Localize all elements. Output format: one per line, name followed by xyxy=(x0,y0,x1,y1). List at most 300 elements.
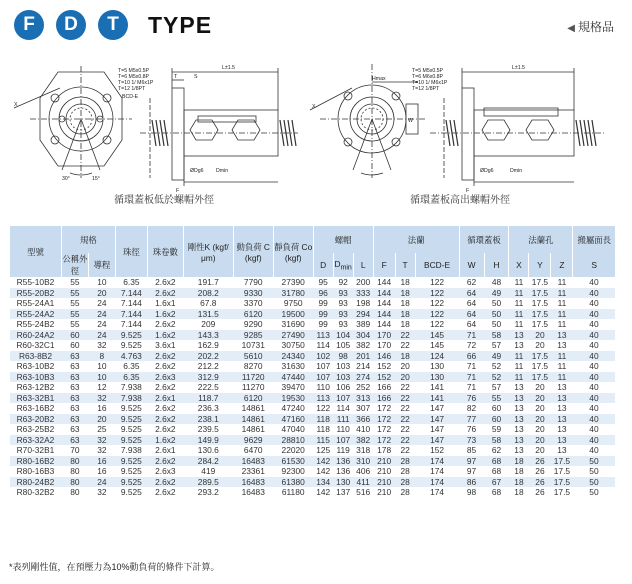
table-cell: 110 xyxy=(336,424,350,434)
technical-diagram xyxy=(0,58,632,208)
right-hmax-label: Hmax xyxy=(372,76,386,82)
table-cell: 209 xyxy=(201,319,216,329)
table-cell: 68 xyxy=(491,487,502,497)
table-cell: 72 xyxy=(466,340,477,350)
table-cell: 22 xyxy=(395,330,415,341)
header-l: L xyxy=(353,253,373,277)
table-cell: 2.6x2 xyxy=(147,414,183,425)
table-cell: 61530 xyxy=(273,456,313,467)
table-cell: 16483 xyxy=(233,456,273,467)
table-cell: 143.3 xyxy=(183,330,233,341)
table-cell: 47440 xyxy=(273,372,313,383)
right-length-label: L±1.5 xyxy=(512,65,525,71)
table-row xyxy=(10,466,616,477)
table-cell: 17.5 xyxy=(531,277,549,287)
table-cell: 50 xyxy=(491,298,502,308)
table-cell: 67.8 xyxy=(200,298,217,308)
table-cell: 47240 xyxy=(281,403,305,413)
table-cell: 110 xyxy=(316,382,330,392)
table-cell: 61380 xyxy=(273,477,313,488)
table-cell: 60 xyxy=(484,414,509,425)
table-cell: 99 xyxy=(318,319,328,329)
table-cell: 125 xyxy=(316,445,331,455)
table-cell: 6120 xyxy=(233,393,273,404)
table-cell: 313 xyxy=(353,393,373,404)
table-cell: R55-20B2 xyxy=(10,288,62,299)
table-cell: 22 xyxy=(400,424,410,434)
table-cell: 32 xyxy=(97,487,107,497)
table-cell: 274 xyxy=(353,372,373,383)
right-dg6-label: ØDg6 xyxy=(480,168,494,174)
right-x-label: X xyxy=(312,104,316,110)
table-cell: 10731 xyxy=(241,340,265,350)
left-dmin-label: Dmin xyxy=(216,168,229,174)
header-z: Z xyxy=(551,253,573,277)
table-cell: 174 xyxy=(415,477,459,488)
table-cell: 18 xyxy=(395,351,415,362)
table-cell: 113 xyxy=(313,330,333,341)
table-cell: 26 xyxy=(535,487,545,497)
table-cell: 9.525 xyxy=(115,330,147,341)
table-cell: 13 xyxy=(509,330,529,341)
footnote: *表列剛性值，在預壓力為10%動負荷的條件下計算。 xyxy=(9,562,220,572)
table-cell: R63-12B2 xyxy=(16,382,55,392)
table-cell: 13 xyxy=(509,435,529,446)
table-cell: 40 xyxy=(573,288,615,299)
table-row xyxy=(10,309,616,320)
table-cell: 103 xyxy=(333,372,353,383)
table-cell: 118.7 xyxy=(183,393,233,404)
table-cell: 198 xyxy=(356,298,371,308)
header-nut: 螺帽 xyxy=(313,226,373,253)
table-cell: 142 xyxy=(316,487,331,497)
table-cell: 333 xyxy=(353,288,373,299)
table-cell: 99 xyxy=(313,309,333,320)
table-cell: 67 xyxy=(484,477,509,488)
table-cell: 55 xyxy=(61,288,88,299)
table-cell: 40 xyxy=(573,435,615,446)
table-row xyxy=(10,393,616,404)
table-cell: 9.525 xyxy=(120,403,142,413)
header-x: X xyxy=(509,253,529,277)
table-cell: 107 xyxy=(333,435,353,446)
table-cell: 82 xyxy=(466,403,477,413)
table-cell: 137 xyxy=(336,487,351,497)
table-cell: 20 xyxy=(535,424,545,434)
table-cell: 22 xyxy=(395,393,415,404)
table-cell: 95 xyxy=(318,277,328,287)
table-cell: 174 xyxy=(415,456,459,467)
table-row xyxy=(10,403,616,414)
table-cell: 304 xyxy=(353,330,373,341)
table-cell: 64 xyxy=(459,288,484,299)
table-cell: 71 xyxy=(459,372,484,383)
header-h: H xyxy=(484,253,509,277)
table-cell: 11270 xyxy=(241,382,265,392)
table-cell: 24 xyxy=(88,477,115,488)
table-cell: 26 xyxy=(535,466,545,476)
table-cell: 18 xyxy=(395,288,415,299)
table-cell: 80 xyxy=(61,477,88,488)
table-cell: 26 xyxy=(529,477,551,488)
table-cell: 6.35 xyxy=(115,372,147,383)
table-cell: 20 xyxy=(535,403,545,413)
table-cell: 106 xyxy=(336,382,351,392)
table-cell: R70-32B1 xyxy=(16,445,55,455)
table-cell: 208.2 xyxy=(183,288,233,299)
table-cell: 62 xyxy=(466,277,477,287)
table-cell: 18 xyxy=(514,487,524,497)
left-ang15-label: 15° xyxy=(92,176,100,182)
table-cell: 40 xyxy=(589,445,599,455)
table-row xyxy=(10,277,616,288)
table-cell: 9285 xyxy=(233,330,273,341)
table-cell: 6470 xyxy=(243,445,263,455)
table-cell: 6120 xyxy=(233,309,273,320)
table-cell: 40 xyxy=(589,340,599,350)
table-cell: 119 xyxy=(336,445,350,455)
table-cell: 122 xyxy=(430,298,445,308)
table-row xyxy=(10,435,616,446)
table-cell: 284.2 xyxy=(183,456,233,467)
table-cell: 142 xyxy=(313,456,333,467)
table-row xyxy=(10,445,616,456)
table-cell: 122 xyxy=(430,277,445,287)
table-cell: 93 xyxy=(338,298,348,308)
header-t: T xyxy=(395,253,415,277)
table-cell: 28 xyxy=(400,487,410,497)
table-cell: 172 xyxy=(377,424,392,434)
table-cell: 57 xyxy=(491,382,502,392)
table-cell: 40 xyxy=(573,330,615,341)
table-cell: 40 xyxy=(573,414,615,425)
table-cell: 14861 xyxy=(241,403,265,413)
table-cell: 136 xyxy=(336,466,351,476)
table-cell: R80-16B3 xyxy=(16,466,55,476)
table-cell: 8 xyxy=(88,351,115,362)
header-dmin xyxy=(333,253,353,277)
table-cell: 18 xyxy=(400,277,410,287)
table-cell: 144 xyxy=(373,288,395,299)
table-row xyxy=(10,487,616,498)
table-cell: 9.525 xyxy=(120,340,142,350)
table-cell: 20 xyxy=(529,330,551,341)
table-cell: R55-24A1 xyxy=(16,298,55,308)
table-cell: 104 xyxy=(333,330,353,341)
table-cell: 122 xyxy=(415,309,459,320)
table-cell: 49 xyxy=(484,351,509,362)
table-cell: 64 xyxy=(466,319,477,329)
table-cell: 13 xyxy=(557,382,567,392)
table-cell: 136 xyxy=(333,456,353,467)
table-cell: R60-32C1 xyxy=(16,340,55,350)
left-dg6-label: ØDg6 xyxy=(190,168,204,174)
table-cell: 17.5 xyxy=(531,319,549,329)
table-cell: 98 xyxy=(466,487,477,497)
table-cell: 96 xyxy=(313,288,333,299)
table-cell: 61180 xyxy=(281,487,305,497)
table-cell: 131.5 xyxy=(183,309,233,320)
table-cell: 172 xyxy=(373,435,395,446)
table-row xyxy=(10,414,616,425)
table-cell: 1.6x2 xyxy=(147,330,183,341)
table-cell: 47160 xyxy=(273,414,313,425)
left-note-0: T=5 M5x0.5P xyxy=(118,68,149,74)
table-cell: R63-32B1 xyxy=(10,393,62,404)
table-cell: 130 xyxy=(333,477,353,488)
table-row xyxy=(10,361,616,372)
table-cell: 11 xyxy=(509,288,529,299)
left-length-label: L±1.5 xyxy=(222,65,235,71)
table-cell: 9330 xyxy=(233,288,273,299)
table-cell: 2.6x3 xyxy=(155,466,176,476)
table-cell: 18 xyxy=(514,466,524,476)
table-cell: 7.144 xyxy=(120,298,142,308)
table-cell: R80-32B2 xyxy=(16,487,55,497)
table-cell: 9750 xyxy=(283,298,303,308)
table-cell: 59 xyxy=(491,424,502,434)
table-cell: 13 xyxy=(557,340,567,350)
badge-f: F xyxy=(14,10,44,40)
table-cell: 18 xyxy=(395,309,415,320)
table-cell: 80 xyxy=(70,487,80,497)
table-cell: 20 xyxy=(535,340,545,350)
header-static-load: 靜負荷 Co (kgf) xyxy=(273,226,313,277)
table-cell: 172 xyxy=(373,414,395,425)
table-cell: 202.2 xyxy=(183,351,233,362)
table-cell: 11 xyxy=(509,309,529,320)
table-cell: 9.525 xyxy=(115,435,147,446)
right-dmin-label: Dmin xyxy=(510,168,523,174)
table-cell: 3.6x1 xyxy=(155,340,176,350)
table-cell: 11 xyxy=(557,298,567,308)
left-x-label: X xyxy=(14,102,18,108)
table-cell: 40 xyxy=(573,309,615,320)
left-s-label: S xyxy=(194,74,198,80)
table-cell: 62 xyxy=(491,445,502,455)
table-row xyxy=(10,424,616,435)
table-cell: 166 xyxy=(373,393,395,404)
header-d: D xyxy=(313,253,333,277)
table-cell: 2.6x1 xyxy=(147,393,183,404)
table-cell: 28 xyxy=(395,456,415,467)
table-cell: 20 xyxy=(529,414,551,425)
right-note-3: T=12 1/8PT xyxy=(412,86,440,92)
table-cell: 11 xyxy=(509,372,529,383)
table-cell: 31690 xyxy=(281,319,305,329)
table-cell: 11 xyxy=(551,288,573,299)
table-cell: 97 xyxy=(466,466,477,476)
left-ang30-label: 30° xyxy=(62,176,70,182)
table-cell: 7.144 xyxy=(120,319,142,329)
table-row xyxy=(10,382,616,393)
table-cell: 310 xyxy=(353,456,373,467)
table-cell: 6.35 xyxy=(123,361,140,371)
table-cell: 24 xyxy=(97,319,107,329)
table-cell: 113 xyxy=(313,393,333,404)
table-row xyxy=(10,351,616,362)
table-cell: 16 xyxy=(97,403,107,413)
table-cell: 40 xyxy=(589,298,599,308)
table-cell: 93 xyxy=(338,319,348,329)
right-note-1: T=6 M6x0.8P xyxy=(412,74,443,80)
table-cell: 9.525 xyxy=(120,424,142,434)
caption-right: 循環蓋板高出螺帽外徑 xyxy=(410,195,510,206)
header-flange: 法蘭 xyxy=(373,226,459,253)
table-cell: 58 xyxy=(484,330,509,341)
left-end-view xyxy=(14,66,132,178)
table-cell: 20 xyxy=(88,288,115,299)
table-cell: 40 xyxy=(589,424,599,434)
table-cell: 11720 xyxy=(233,372,273,383)
table-cell: 20 xyxy=(535,445,545,455)
table-cell: 99 xyxy=(318,298,328,308)
table-cell: 31630 xyxy=(281,361,305,371)
header-nominal-od: 公稱外徑 xyxy=(62,254,88,276)
table-cell: 63 xyxy=(61,372,88,383)
table-cell: 11 xyxy=(551,372,573,383)
table-cell: 411 xyxy=(353,477,373,488)
header-dyn-load: 動負荷 C (kgf) xyxy=(233,226,273,277)
table-cell: 52 xyxy=(484,372,509,383)
table-cell: 22 xyxy=(395,414,415,425)
header-spec: 規格 xyxy=(61,226,115,253)
header-circuits: 珠卷數 xyxy=(147,226,183,277)
table-cell: 22 xyxy=(400,340,410,350)
table-cell: 142 xyxy=(316,466,331,476)
table-cell: 2.6x2 xyxy=(155,382,176,392)
table-cell: 13 xyxy=(514,382,524,392)
table-cell: 32 xyxy=(97,340,107,350)
table-cell: 31780 xyxy=(273,288,313,299)
table-cell: 147 xyxy=(415,435,459,446)
table-cell: 11 xyxy=(514,361,524,371)
table-cell: 11 xyxy=(551,309,573,320)
table-cell: 9.525 xyxy=(120,466,142,476)
table-cell: 252 xyxy=(356,382,371,392)
table-cell: 289.5 xyxy=(183,477,233,488)
table-cell: R55-24A2 xyxy=(10,309,62,320)
table-row xyxy=(10,340,616,351)
table-cell: 19530 xyxy=(273,393,313,404)
table-cell: 382 xyxy=(353,435,373,446)
table-cell: 52 xyxy=(491,361,502,371)
table-cell: 32 xyxy=(97,445,107,455)
table-cell: 28810 xyxy=(273,435,313,446)
left-note-2: T=10 1/ M6x1P xyxy=(118,80,154,86)
table-row xyxy=(10,330,616,341)
table-cell: 9629 xyxy=(233,435,273,446)
header-model: 型號 xyxy=(10,226,62,277)
table-cell: 11 xyxy=(557,277,567,287)
table-cell: 406 xyxy=(356,466,371,476)
table-cell: 60 xyxy=(61,330,88,341)
table-cell: 22 xyxy=(400,445,410,455)
table-cell: 2.6x2 xyxy=(147,288,183,299)
table-cell: 50 xyxy=(589,466,599,476)
table-cell: 107 xyxy=(313,372,333,383)
table-cell: 11 xyxy=(514,298,524,308)
table-cell: 238.1 xyxy=(183,414,233,425)
right-note-2: T=10 1/ M6x1P xyxy=(412,80,448,86)
table-cell: 17.5 xyxy=(531,361,549,371)
caption-left: 循環蓋板低於螺帽外徑 xyxy=(114,195,214,206)
table-cell: 12 xyxy=(97,382,107,392)
table-row xyxy=(10,319,616,330)
table-cell: 2.6x2 xyxy=(155,277,176,287)
table-cell: 144 xyxy=(377,319,392,329)
table-cell: 147 xyxy=(430,403,445,413)
table-cell: 50 xyxy=(484,309,509,320)
table-cell: R80-16B2 xyxy=(10,456,62,467)
table-cell: 147 xyxy=(430,424,445,434)
table-cell: 2.6x2 xyxy=(155,487,176,497)
table-cell: 13 xyxy=(557,424,567,434)
table-cell: 66 xyxy=(459,351,484,362)
right-note-0: T=5 M5x0.5P xyxy=(412,68,443,74)
table-cell: 1.6x2 xyxy=(147,435,183,446)
table-cell: 92300 xyxy=(281,466,305,476)
table-cell: 210 xyxy=(377,487,392,497)
table-cell: 57 xyxy=(491,340,502,350)
table-cell: 389 xyxy=(356,319,371,329)
table-cell: 111 xyxy=(333,414,353,425)
table-cell: 63 xyxy=(61,393,88,404)
table-cell: 17.5 xyxy=(551,477,573,488)
table-cell: 63 xyxy=(61,414,88,425)
table-cell: 236.3 xyxy=(197,403,219,413)
table-cell: 124 xyxy=(415,351,459,362)
header-lead: 導程 xyxy=(88,253,115,277)
table-cell: 152 xyxy=(373,372,395,383)
table-cell: 40 xyxy=(589,403,599,413)
header-flange-hole: 法蘭孔 xyxy=(509,226,573,253)
table-cell: 7.144 xyxy=(115,288,147,299)
table-cell: 50 xyxy=(491,319,502,329)
table-cell: 22020 xyxy=(281,445,305,455)
table-cell: 23361 xyxy=(241,466,265,476)
table-cell: 149.9 xyxy=(183,435,233,446)
table-cell: 11 xyxy=(551,351,573,362)
table-cell: 55 xyxy=(70,298,80,308)
table-cell: 130.6 xyxy=(197,445,219,455)
table-cell: 2.6x2 xyxy=(147,477,183,488)
spec-link[interactable] xyxy=(567,18,614,35)
table-cell: 8270 xyxy=(243,361,263,371)
table-cell: 144 xyxy=(377,298,392,308)
table-cell: 40 xyxy=(589,361,599,371)
page-header xyxy=(0,0,632,60)
badge-t: T xyxy=(98,10,128,40)
table-cell: 152 xyxy=(430,445,445,455)
header-dmin-main: D xyxy=(334,258,341,269)
triangle-left-icon: ◀ xyxy=(567,23,575,34)
table-cell: 20 xyxy=(395,372,415,383)
table-cell: 32 xyxy=(88,435,115,446)
table-cell: 2.6x2 xyxy=(147,351,183,362)
left-note-3: T=12 1/8PT xyxy=(118,86,146,92)
table-row xyxy=(10,298,616,309)
table-cell: 24340 xyxy=(273,351,313,362)
table-cell: R63-20B2 xyxy=(10,414,62,425)
table-cell: 63 xyxy=(61,435,88,446)
table-cell: 13 xyxy=(551,393,573,404)
table-cell: R80-24B2 xyxy=(10,477,62,488)
table-cell: 20 xyxy=(535,382,545,392)
table-cell: 366 xyxy=(353,414,373,425)
table-cell: 24 xyxy=(88,330,115,341)
table-cell: R63-8B2 xyxy=(10,351,62,362)
